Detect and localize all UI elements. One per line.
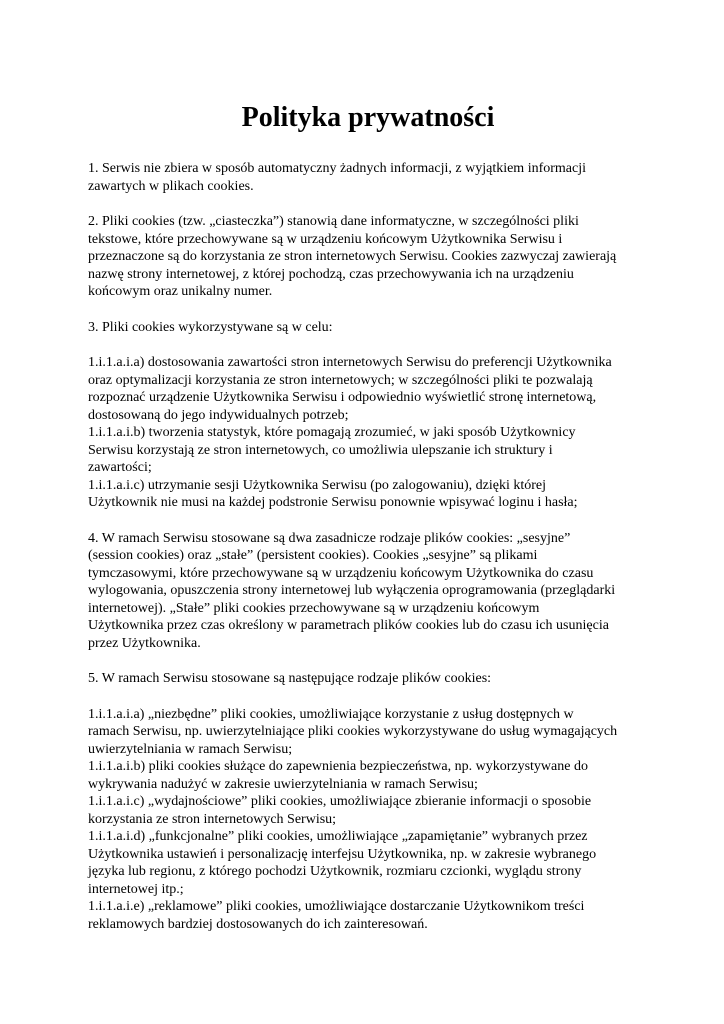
paragraph-line: przez Użytkownika. (88, 635, 201, 651)
paragraph-line: Użytkownika przez czas określony w parametrach plików cookies lub do czasu ich usunięcia (88, 618, 609, 633)
paragraph-line: wylogowania, opuszczenia strony internetowej lub wyłączenia oprogramowania (przeglądarki (88, 583, 616, 598)
paragraph-line: wykrywania nadużyć w zakresie uwierzytelniania w ramach Serwisu; (88, 776, 478, 792)
paragraph-line: 1.i.1.a.i.a) „niezbędne” pliki cookies, umożliwiające korzystanie z usług dostępnych w (88, 706, 574, 722)
paragraph-line: oraz optymalizacji korzystania ze stron internetowych; w szczególności pliki te pozwalają (88, 372, 593, 388)
paragraph-line: 1. Serwis nie zbiera w sposób automatyczny żadnych informacji, z wyjątkiem informacji (88, 161, 587, 176)
paragraph-line: 1.i.1.a.i.e) „reklamowe” pliki cookies, umożliwiające dostarczanie Użytkownikom treści (88, 899, 585, 914)
paragraph-line: 4. W ramach Serwisu stosowane są dwa zasadnicze rodzaje plików cookies: „sesyjne” (88, 530, 571, 546)
paragraph-line: internetowej). „Stałe” pliki cookies przechowywane są w urządzeniu końcowym (88, 600, 540, 616)
document-title: Polityka prywatności (241, 102, 495, 133)
paragraph-line: uwierzytelniania w ramach Serwisu; (88, 741, 293, 757)
document-body (88, 160, 648, 933)
paragraph-line: 1.i.1.a.i.b) tworzenia statystyk, które pomagają zrozumieć, w jaki sposób Użytkownicy (88, 425, 576, 440)
paragraph-line: Serwisu korzystają ze stron internetowych, co umożliwia ulepszanie ich struktury i (88, 442, 553, 458)
paragraph-3 (88, 319, 648, 337)
paragraph-line: 5. W ramach Serwisu stosowane są następujące rodzaje plików cookies: (88, 671, 492, 686)
paragraph-line: końcowym oraz unikalny numer. (88, 284, 273, 299)
paragraph-line: dostosowaną do jego indywidualnych potrzeb; (88, 407, 349, 423)
paragraph-line: Użytkownik nie musi na każdej podstronie Serwisu ponownie wpisywać loginu i hasła; (88, 495, 578, 510)
paragraph-line: zawartości; (88, 460, 152, 475)
paragraph-line: tymczasowymi, które przechowywane są w urządzeniu końcowym Użytkownika do czasu (88, 565, 594, 581)
paragraph-4 (88, 354, 648, 512)
paragraph-1 (88, 160, 648, 195)
paragraph-line: nazwę strony internetowej, z której pochodzą, czas przechowywania ich na urządzeniu (88, 266, 574, 282)
document-page (88, 100, 648, 951)
paragraph-line: tekstowe, które przechowywane są w urządzeniu końcowym Użytkownika Serwisu i (88, 231, 563, 247)
paragraph-line: zawartych w plikach cookies. (88, 178, 254, 194)
paragraph-line: 1.i.1.a.i.a) dostosowania zawartości stron internetowych Serwisu do preferencji Użytkownika (88, 355, 612, 370)
paragraph-7 (88, 706, 648, 934)
paragraph-line: 3. Pliki cookies wykorzystywane są w celu: (88, 319, 333, 335)
paragraph-line: 1.i.1.a.i.d) „funkcjonalne” pliki cookies, umożliwiające „zapamiętanie” wybranych przez (88, 829, 588, 844)
paragraph-6 (88, 670, 648, 688)
paragraph-line: 2. Pliki cookies (tzw. „ciasteczka”) stanowią dane informatyczne, w szczególności pliki (88, 214, 579, 229)
paragraph-line: korzystania ze stron internetowych Serwisu; (88, 811, 337, 827)
paragraph-line: 1.i.1.a.i.c) „wydajnościowe” pliki cookies, umożliwiające zbieranie informacji o sposobie (88, 794, 592, 809)
paragraph-line: internetowej itp.; (88, 881, 184, 897)
paragraph-line: 1.i.1.a.i.b) pliki cookies służące do zapewnienia bezpieczeństwa, np. wykorzystywane do (88, 759, 588, 774)
paragraph-2 (88, 213, 648, 301)
paragraph-line: języka lub regionu, z którego pochodzi Użytkownik, rozmiaru czcionki, wyglądu strony (88, 864, 582, 879)
paragraph-5 (88, 530, 648, 653)
paragraph-line: ramach Serwisu, np. uwierzytelniające pliki cookies wykorzystywane do usług wymagających (88, 724, 618, 739)
paragraph-line: (session cookies) oraz „stałe” (persistent cookies). Cookies „sesyjne” są plikami (88, 548, 538, 563)
paragraph-line: przeznaczone są do korzystania ze stron internetowych Serwisu. Cookies zazwyczaj zawierają (88, 249, 617, 264)
paragraph-line: Użytkownika ustawień i personalizację interfejsu Użytkownika, np. w zakresie wybranego (88, 846, 597, 862)
paragraph-line: 1.i.1.a.i.c) utrzymanie sesji Użytkownika Serwisu (po zalogowaniu), dzięki której (88, 477, 546, 493)
paragraph-line: rozpoznać urządzenie Użytkownika Serwisu i odpowiednio wyświetlić stronę internetową, (88, 390, 597, 405)
paragraph-line: reklamowych bardziej dostosowanych do ich zainteresowań. (88, 916, 428, 932)
